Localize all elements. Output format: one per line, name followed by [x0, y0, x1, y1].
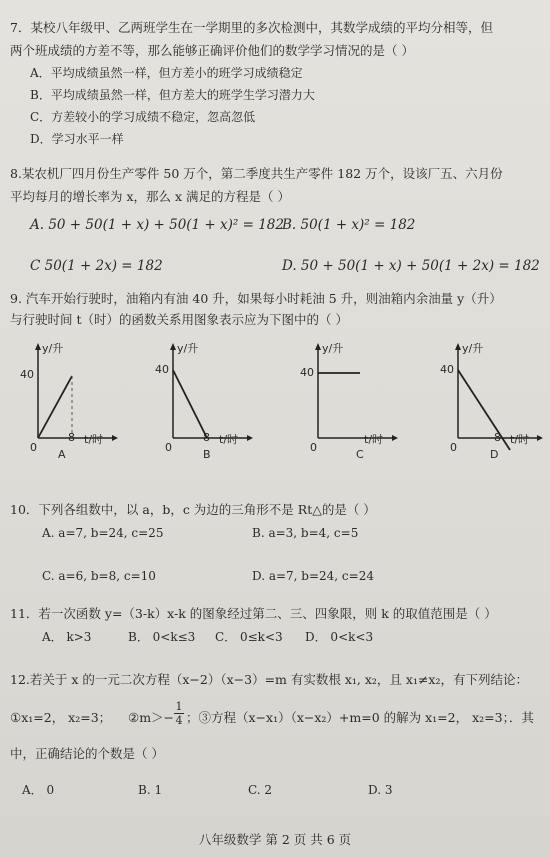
- q10-stem: 10．下列各组数中，以 a，b，c 为边的三角形不是 Rt△的是（ ）: [10, 502, 376, 517]
- graph-c-letter: C: [356, 448, 364, 461]
- q8-option-a: A. 50 + 50(1 + x) + 50(1 + x)² = 182: [30, 217, 284, 233]
- q9-stem-line1: 9. 汽车开始行驶时，油箱内有油 40 升，如果每小时耗油 5 升，则油箱内余油量 y（升）: [10, 291, 502, 306]
- q9-stem-line2: 与行驶时间 t（时）的函数关系用图象表示应为下图中的（ ）: [10, 312, 348, 327]
- graph-b-x-arrow: [247, 435, 253, 441]
- q8-option-d: D. 50 + 50(1 + x) + 50(1 + 2x) = 182: [282, 258, 540, 274]
- graph-a: [20, 338, 120, 463]
- graph-d-y-label: y/升: [462, 342, 484, 355]
- graph-c-y-arrow: [315, 343, 321, 350]
- q8-stem-line1: 8.某农机厂四月份生产零件 50 万个，第二季度共生产零件 182 万个，设该厂五、六月份: [10, 166, 503, 181]
- graph-a-line: [38, 376, 72, 438]
- q12-fraction-numerator: 1: [175, 700, 183, 713]
- graph-a-y-tick: 40: [20, 368, 34, 381]
- graph-a-x-arrow: [112, 435, 118, 441]
- q7-option-a: A．平均成绩虽然一样，但方差小的班学习成绩稳定: [30, 66, 303, 80]
- q12-stem: 12.若关于 x 的一元二次方程（x−2）（x−3）=m 有实数根 x₁, x₂，且 x₁≠x₂，有下列结论：: [10, 672, 528, 687]
- graph-b-y-arrow: [170, 343, 176, 350]
- q12-option-c: C. 2: [248, 783, 273, 797]
- graph-d-letter: D: [490, 448, 499, 461]
- q11-option-a: A． k>3: [42, 630, 92, 644]
- q7-stem-line2: 两个班成绩的方差不等，那么能够正确评价他们的数学学习情况的是（ ）: [10, 43, 414, 58]
- q12-option-a: A． 0: [22, 783, 55, 797]
- graph-a-letter: A: [58, 448, 66, 461]
- graph-b-origin: 0: [165, 441, 172, 454]
- q7-stem-line1: 7．某校八年级甲、乙两班学生在一学期里的多次检测中，其数学成绩的平均分相等，但: [10, 20, 493, 35]
- graph-b-x-tick: 8: [203, 431, 210, 444]
- q10-option-c: C. a=6, b=8, c=10: [42, 569, 156, 583]
- graph-a-x-tick: 8: [68, 431, 75, 444]
- graph-b-x-label: t/时: [219, 433, 239, 446]
- graph-d-y-tick: 40: [440, 363, 454, 376]
- q11-option-c: C． 0≤k<3: [215, 630, 283, 644]
- graph-b-letter: B: [203, 448, 211, 461]
- q12-stem-line3: 中，正确结论的个数是（ ）: [10, 746, 164, 761]
- graph-c-y-label: y/升: [322, 342, 344, 355]
- graph-a-y-arrow: [35, 343, 41, 350]
- graph-d-x-tick: 8: [494, 431, 501, 444]
- graph-c-x-arrow: [392, 435, 398, 441]
- q10-option-b: B. a=3, b=4, c=5: [252, 526, 359, 540]
- graph-d-x-arrow: [537, 435, 543, 441]
- q8-option-b: B. 50(1 + x)² = 182: [282, 217, 416, 233]
- q10-option-a: A. a=7, b=24, c=25: [42, 526, 164, 540]
- graph-c-y-tick: 40: [300, 366, 314, 379]
- q12-conclusion-1: ①x₁=2， x₂=3；: [10, 710, 112, 725]
- graph-b-y-tick: 40: [155, 363, 169, 376]
- graph-c-x-label: t/时: [364, 433, 384, 446]
- q11-option-d: D． 0<k<3: [305, 630, 374, 644]
- graph-a-origin: 0: [30, 441, 37, 454]
- q12-fraction-denominator: 4: [175, 714, 183, 727]
- graph-b: [155, 338, 255, 463]
- q8-option-c: C 50(1 + 2x) = 182: [30, 258, 163, 274]
- q11-option-b: B． 0<k≤3: [128, 630, 196, 644]
- graph-a-y-label: y/升: [42, 342, 64, 355]
- q12-fraction: [174, 700, 184, 727]
- q12-conclusion-2: ②m＞−: [128, 710, 175, 725]
- graph-d: [440, 338, 545, 463]
- q12-option-d: D. 3: [368, 783, 393, 797]
- graph-d-y-arrow: [455, 343, 461, 350]
- graph-b-line: [173, 370, 207, 438]
- q10-option-d: D. a=7, b=24, c=24: [252, 569, 374, 583]
- graph-d-x-label: t/时: [510, 433, 530, 446]
- q7-option-d: D．学习水平一样: [30, 132, 124, 146]
- q12-option-b: B. 1: [138, 783, 163, 797]
- graph-a-x-label: t/时: [84, 433, 104, 446]
- q11-stem: 11．若一次函数 y=（3-k）x-k 的图象经过第二、三、四象限，则 k 的取值范围是（ ）: [10, 606, 497, 621]
- page-footer: 八年级数学 第 2 页 共 6 页: [198, 832, 352, 847]
- graph-b-y-label: y/升: [177, 342, 199, 355]
- graph-d-origin: 0: [450, 441, 457, 454]
- q7-option-b: B．平均成绩虽然一样，但方差大的班学生学习潜力大: [30, 88, 315, 102]
- graph-c-origin: 0: [310, 441, 317, 454]
- graph-c: [300, 338, 400, 463]
- q7-option-c: C．方差较小的学习成绩不稳定，忽高忽低: [30, 110, 256, 124]
- q12-conclusion-3: ；③方程（x−x₁）（x−x₂）+m=0 的解为 x₁=2， x₂=3；．其: [186, 710, 534, 725]
- q8-stem-line2: 平均每月的增长率为 x，那么 x 满足的方程是（ ）: [10, 189, 290, 204]
